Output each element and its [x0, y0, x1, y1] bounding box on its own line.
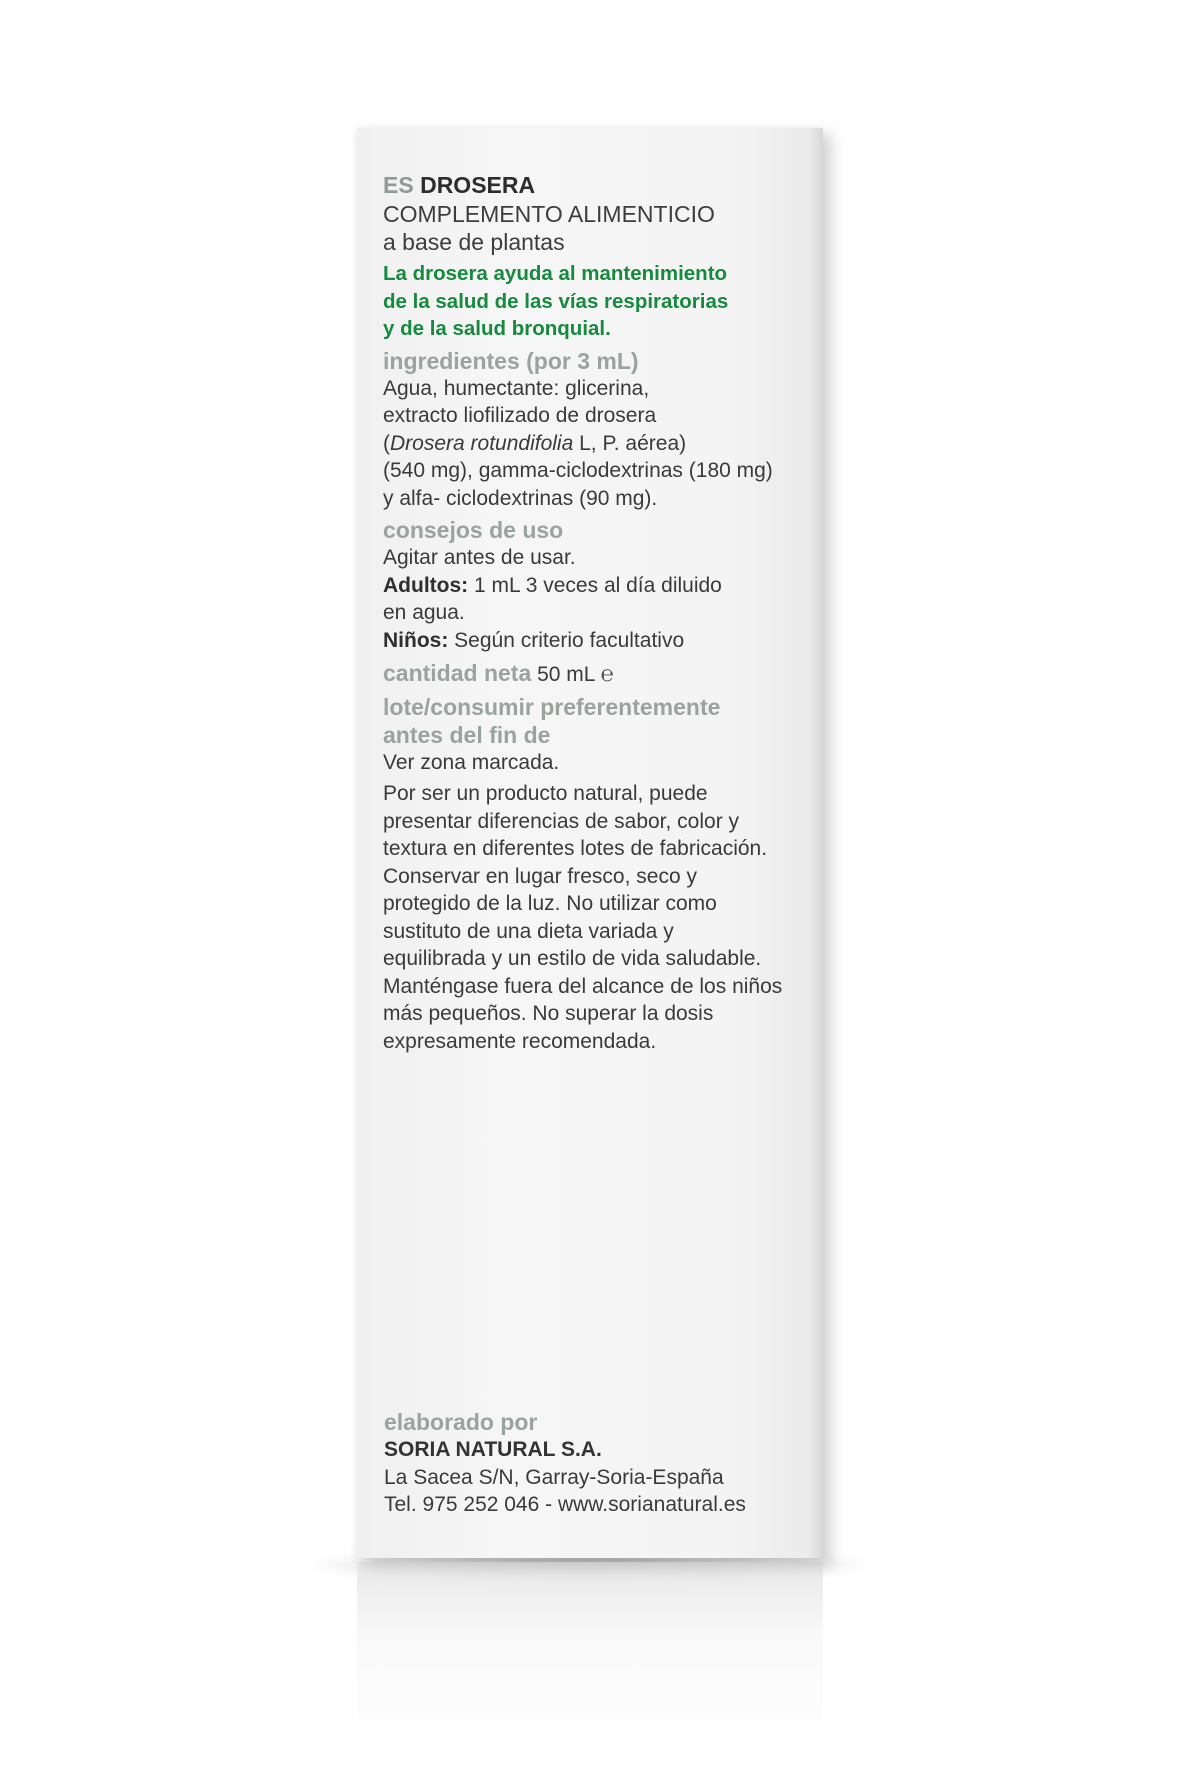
quantity-value: 50 mL: [531, 663, 601, 686]
usage-heading: consejos de uso: [383, 517, 564, 543]
language-code: ES: [383, 172, 414, 198]
children-text: Según criterio facultativo: [448, 628, 685, 652]
claim-line: y de la salud bronquial.: [383, 317, 611, 340]
company-address: La Sacea S/N, Garray-Soria-España: [384, 1465, 724, 1489]
usage-children: [383, 627, 813, 655]
warning-line: sustituto de una dieta variada y: [383, 919, 674, 943]
ingredients-line: (540 mg), gamma-ciclodextrinas (180 mg): [383, 459, 773, 482]
adults-text: 1 mL 3 veces al día diluido: [468, 573, 722, 597]
product-type: COMPLEMENTO ALIMENTICIO: [383, 201, 715, 227]
lot-heading-line: antes del fin de: [383, 721, 551, 748]
warning-line: equilibrada y un estilo de vida saludable.: [383, 947, 762, 970]
ingredients-text: [383, 375, 813, 513]
ingredients-line: y alfa- ciclodextrinas (90 mg).: [383, 486, 658, 510]
health-claim: [383, 260, 813, 343]
label-text-block: [383, 170, 813, 1055]
claim-line: de la salud de las vías respiratorias: [383, 289, 729, 313]
ingredients-heading: ingredientes (por 3 mL): [383, 347, 639, 374]
usage-line: Agitar antes de usar.: [383, 546, 576, 569]
adults-label: Adultos:: [383, 573, 469, 597]
quantity-heading: cantidad neta: [383, 660, 532, 686]
warning-line: más pequeños. No superar la dosis: [383, 1002, 714, 1025]
product-name: DROSERA: [420, 172, 536, 198]
product-type-sub: a base de plantas: [383, 229, 565, 255]
usage-text: [383, 544, 813, 654]
company-name: SORIA NATURAL S.A.: [384, 1438, 602, 1461]
warnings-text: [383, 780, 813, 1055]
warning-line: expresamente recomendada.: [383, 1029, 657, 1053]
children-label: Niños:: [383, 628, 449, 652]
warning-line: Manténgase fuera del alcance de los niños: [383, 974, 783, 998]
usage-adults: [383, 572, 813, 600]
estimated-sign-icon: ℮: [600, 661, 614, 686]
company-contact: Tel. 975 252 046 - www.sorianatural.es: [384, 1493, 746, 1516]
paren: (: [383, 431, 390, 455]
ingredients-line-rest: L, P. aérea): [573, 431, 687, 455]
warning-line: textura en diferentes lotes de fabricación.: [383, 837, 768, 860]
net-quantity: [383, 660, 813, 689]
lot-text: Ver zona marcada.: [383, 750, 560, 774]
box-reflection: [357, 1562, 823, 1752]
ingredients-line: [383, 430, 813, 458]
manufacturer-block: [384, 1408, 814, 1519]
ingredients-line: extracto liofilizado de drosera: [383, 404, 657, 427]
warning-line: Por ser un producto natural, puede: [383, 782, 708, 805]
ingredients-line: Agua, humectante: glicerina,: [383, 376, 650, 400]
latin-name: Drosera rotundifolia: [390, 431, 574, 455]
claim-line: La drosera ayuda al mantenimiento: [383, 262, 728, 285]
lot-heading-line: lote/consumir preferentemente: [383, 693, 721, 720]
manufacturer-heading: elaborado por: [384, 1409, 538, 1435]
warning-line: presentar diferencias de sabor, color y: [383, 809, 740, 833]
adults-text-cont: en agua.: [383, 601, 465, 624]
lot-heading: [383, 693, 813, 749]
warning-line: protegido de la luz. No utilizar como: [383, 892, 717, 915]
product-title: [383, 170, 813, 200]
warning-line: Conservar en lugar fresco, seco y: [383, 864, 697, 888]
